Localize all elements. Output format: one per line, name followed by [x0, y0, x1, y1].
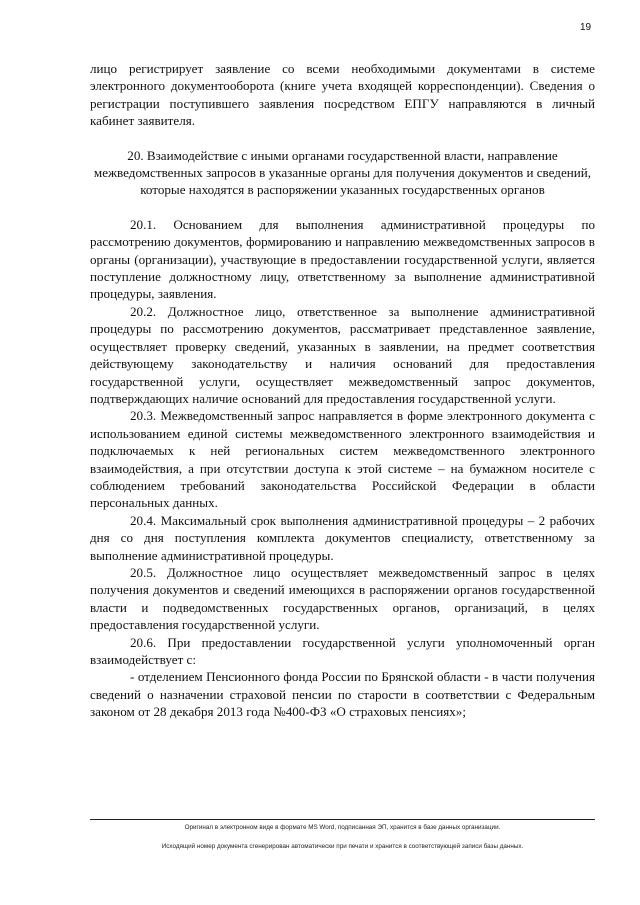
section-heading: 20. Взаимодействие с иными органами государственной власти, направление межведомственных запросов в указанные органы для получения документов и сведений, которые находятся в распоряжении указанных государственных органов [93, 147, 592, 198]
page-number: 19 [580, 22, 592, 33]
paragraph-20-4: 20.4. Максимальный срок выполнения административной процедуры – 2 рабочих дня со дня поступления комплекта документов специалисту, ответственному за выполнение административной процедуры. [90, 512, 595, 563]
footer-note-outgoing-number: Исходящий номер документа сгенерирован автоматически при печати и хранится в соответствующей записи базы данных. [161, 843, 524, 850]
paragraph-20-1: 20.1. Основанием для выполнения административной процедуры по рассмотрению документов, формированию и направлению межведомственных запросов в органы (организации), участвующие в предоставлении государственной услуги, является поступление должностному лицу, ответственному за выполнение административной процедуры, заявления. [90, 216, 595, 302]
document-body [90, 60, 595, 721]
paragraph-20-5: 20.5. Должностное лицо осуществляет межведомственный запрос в целях получения документов и сведений имеющихся в распоряжении органов государственной власти и подведомственных государственных органов, организаций, в целях предоставления государственной услуги. [90, 564, 595, 633]
list-item: - отделением Пенсионного фонда России по Брянской области - в части получения сведений о назначении страховой пенсии по старости в соответствии с Федеральным законом от 28 декабря 2013 года №400-ФЗ «О страховых пенсиях»; [90, 669, 595, 720]
paragraph-continuation: лицо регистрирует заявление со всеми необходимыми документами в системе электронного документооборота (книге учета входящей корреспонденции). Сведения о регистрации поступившего заявления посредством ЕПГУ направляются в личный кабинет заявителя. [90, 61, 595, 129]
footer-note-original: Оригинал в электронном виде в формате MS Word, подписанная ЭП, хранится в базе данных организации. [184, 824, 501, 831]
paragraph-20-3: 20.3. Межведомственный запрос направляется в форме электронного документа с использованием единой системы межведомственного электронного взаимодействия и подключаемых к ней региональных систем межведомственного электронного взаимодействия, а при отсутствии доступа к этой системе – на бумажном носителе с соблюдением требований законодательства Российской Федерации в области персональных данных. [90, 408, 595, 511]
footer-divider [90, 819, 595, 820]
paragraph-20-2: 20.2. Должностное лицо, ответственное за выполнение административной процедуры по рассмотрению документов, рассматривает представленное заявление, осуществляет проверку сведений, указанных в заявлении, на предмет соответствия действующему законодательству и наличия оснований для предоставления государственной услуги, осуществляет межведомственный запрос документов, подтверждающих наличие оснований для предоставления государственной услуги. [90, 303, 595, 406]
paragraph-20-6: 20.6. При предоставлении государственной услуги уполномоченный орган взаимодействует с: [90, 634, 595, 667]
